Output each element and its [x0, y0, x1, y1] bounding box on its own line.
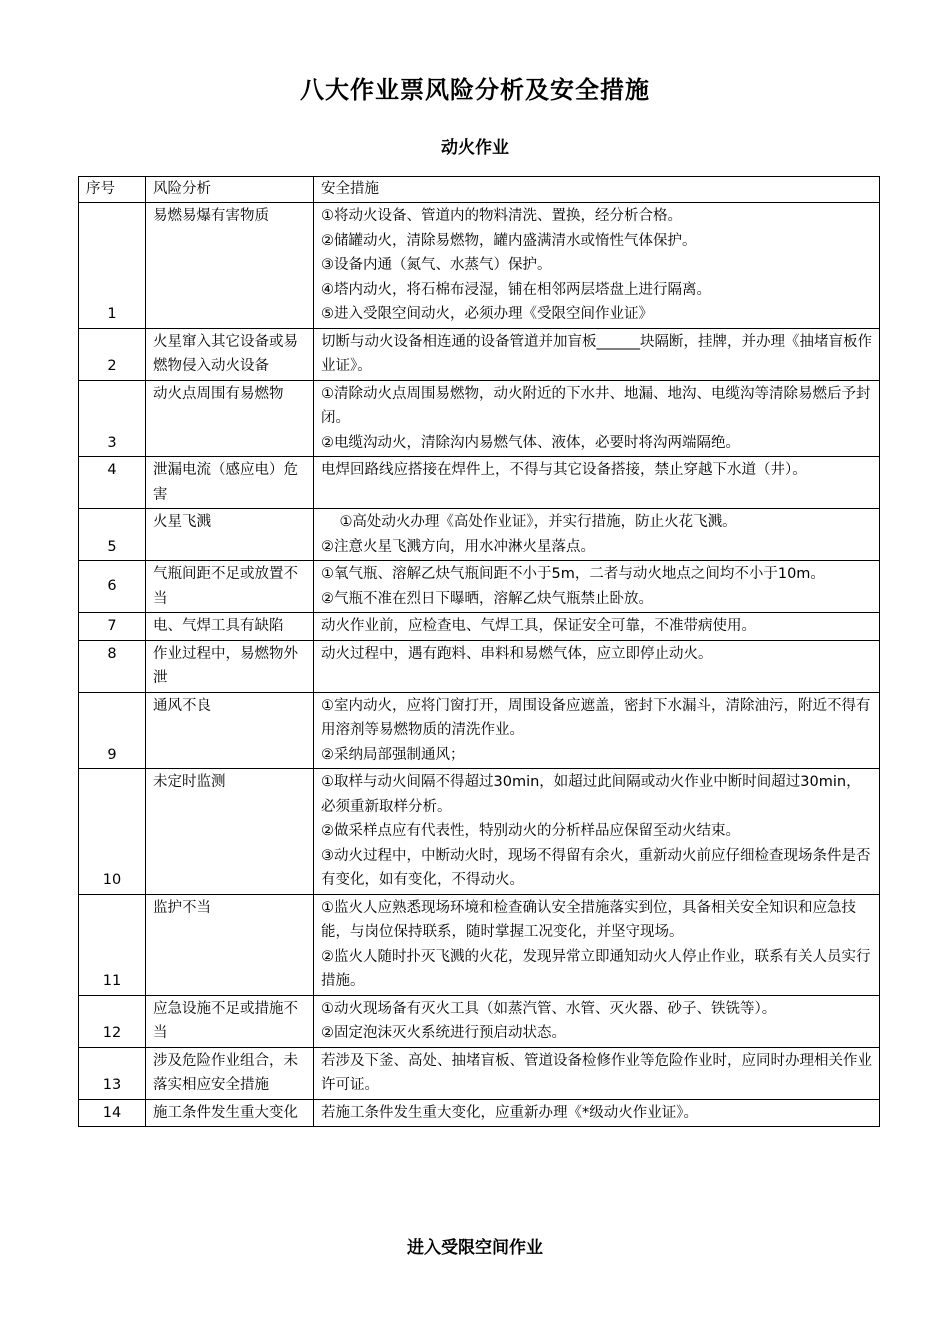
table-row [79, 1099, 880, 1127]
safety-measure-item: ①将动火设备、管道内的物料清洗、置换，经分析合格。 [321, 208, 682, 224]
risk-analysis-cell: 火星飞溅 [146, 509, 314, 561]
safety-measure-item: ②做采样点应有代表性，特别动火的分析样品应保留至动火结束。 [321, 823, 740, 839]
table-row [79, 380, 880, 457]
row-number: 11 [79, 894, 146, 995]
row-number: 1 [79, 203, 146, 329]
safety-measure-item: ①监火人应熟悉现场环境和检查确认安全措施落实到位，具备相关安全知识和应急技能，与岗位保持联系，随时掌握工况变化，并坚守现场。 [321, 899, 856, 940]
risk-table [78, 176, 880, 1127]
safety-measures-cell [314, 509, 880, 561]
safety-measures-cell [314, 380, 880, 457]
safety-measure-item: 电焊回路线应搭接在焊件上，不得与其它设备搭接，禁止穿越下水道（井）。 [321, 462, 807, 478]
safety-measure-item: 动火作业前，应检查电、气焊工具，保证安全可靠，不准带病使用。 [321, 618, 756, 634]
safety-measure-item: ④塔内动火，将石棉布浸湿，铺在相邻两层塔盘上进行隔离。 [321, 281, 711, 298]
safety-measure-item: ①动火现场备有灭火工具（如蒸汽管、水管、灭火器、砂子、铁铣等）。 [321, 1000, 777, 1017]
risk-analysis-cell: 施工条件发生重大变化 [146, 1099, 314, 1127]
safety-measure-item: ②气瓶不准在烈日下曝晒，溶解乙炔气瓶禁止卧放。 [321, 590, 653, 607]
risk-analysis-cell: 泄漏电流（感应电）危害 [146, 457, 314, 509]
section-title-hot-work: 动火作业 [441, 138, 509, 158]
safety-measure-item: ②采纳局部强制通风； [321, 746, 465, 763]
risk-analysis-cell: 作业过程中，易燃物外泄 [146, 640, 314, 692]
row-number: 3 [79, 380, 146, 457]
page-title: 八大作业票风险分析及安全措施 [300, 76, 650, 104]
section-title-confined-space: 进入受限空间作业 [407, 1238, 543, 1258]
table-row [79, 457, 880, 509]
risk-analysis-cell: 气瓶间距不足或放置不当 [146, 561, 314, 613]
risk-analysis-cell: 电、气焊工具有缺陷 [146, 613, 314, 641]
safety-measure-item: ②注意火星飞溅方向，用水冲淋火星落点。 [321, 538, 595, 555]
table-row [79, 203, 880, 329]
safety-measures-cell [314, 328, 880, 380]
safety-measures-cell [314, 640, 880, 692]
safety-measures-cell [314, 894, 880, 995]
safety-measures-cell [314, 613, 880, 641]
row-number: 14 [79, 1099, 146, 1127]
row-number: 6 [79, 561, 146, 613]
safety-measures-cell [314, 769, 880, 895]
table-row [79, 561, 880, 613]
safety-measure-item: ②储罐动火，清除易燃物，罐内盛满清水或惰性气体保护。 [321, 232, 697, 249]
safety-measures-cell [314, 203, 880, 329]
row-number: 10 [79, 769, 146, 895]
table-row [79, 769, 880, 895]
risk-analysis-cell: 易燃易爆有害物质 [146, 203, 314, 329]
safety-measure-item: 切断与动火设备相连通的设备管道并加盲板______块隔断，挂牌，并办理《抽堵盲板作业证》。 [321, 333, 872, 374]
risk-analysis-cell: 涉及危险作业组合，未落实相应安全措施 [146, 1047, 314, 1099]
risk-analysis-cell: 通风不良 [146, 692, 314, 769]
risk-analysis-cell: 未定时监测 [146, 769, 314, 895]
table-row [79, 692, 880, 769]
safety-measures-cell [314, 457, 880, 509]
safety-measure-item: ③动火过程中，中断动火时，现场不得留有余火，重新动火前应仔细检查现场条件是否有变化，如有变化，不得动火。 [321, 847, 871, 888]
table-row [79, 995, 880, 1047]
header-risk: 风险分析 [146, 177, 314, 203]
safety-measure-item: ①高处动火办理《高处作业证》，并实行措施，防止火花飞溅。 [321, 514, 737, 530]
safety-measure-item: ②固定泡沫灭火系统进行预启动状态。 [321, 1025, 566, 1041]
safety-measure-item: ⑤进入受限空间动火，必须办理《受限空间作业证》 [321, 306, 653, 322]
safety-measures-cell [314, 1099, 880, 1127]
row-number: 5 [79, 509, 146, 561]
risk-analysis-cell: 火星窜入其它设备或易燃物侵入动火设备 [146, 328, 314, 380]
row-number: 8 [79, 640, 146, 692]
safety-measure-item: ①室内动火，应将门窗打开，周围设备应遮盖，密封下水漏斗，清除油污，附近不得有用溶剂等易燃物质的清洗作业。 [321, 697, 871, 738]
safety-measures-cell [314, 995, 880, 1047]
safety-measure-item: 动火过程中，遇有跑料、串料和易燃气体，应立即停止动火。 [321, 645, 713, 662]
risk-analysis-cell: 应急设施不足或措施不当 [146, 995, 314, 1047]
row-number: 4 [79, 457, 146, 509]
row-number: 9 [79, 692, 146, 769]
table-row [79, 640, 880, 692]
header-measures: 安全措施 [314, 177, 880, 203]
row-number: 12 [79, 995, 146, 1047]
header-number: 序号 [79, 177, 146, 203]
safety-measure-item: ②电缆沟动火，清除沟内易燃气体、液体，必要时将沟两端隔绝。 [321, 434, 740, 451]
safety-measure-item: 若施工条件发生重大变化，应重新办理《*级动火作业证》。 [321, 1104, 698, 1121]
safety-measure-item: ②监火人随时扑灭飞溅的火花，发现异常立即通知动火人停止作业，联系有关人员实行措施。 [321, 948, 871, 989]
table-row [79, 613, 880, 641]
safety-measure-item: 若涉及下釜、高处、抽堵盲板、管道设备检修作业等危险作业时，应同时办理相关作业许可证。 [321, 1052, 872, 1093]
table-row [79, 509, 880, 561]
table-header-row [79, 177, 880, 203]
safety-measures-cell [314, 692, 880, 769]
risk-analysis-cell: 动火点周围有易燃物 [146, 380, 314, 457]
table-row [79, 894, 880, 995]
row-number: 2 [79, 328, 146, 380]
safety-measures-cell [314, 1047, 880, 1099]
safety-measure-item: ③设备内通（氮气、水蒸气）保护。 [321, 257, 552, 273]
row-number: 13 [79, 1047, 146, 1099]
table-row [79, 1047, 880, 1099]
safety-measure-item: ①取样与动火间隔不得超过30min，如超过此间隔或动火作业中断时间超过30min，必须重新取样分析。 [321, 774, 861, 815]
safety-measure-item: ①氧气瓶、溶解乙炔气瓶间距不小于5m，二者与动火地点之间均不小于10m。 [321, 566, 825, 582]
safety-measure-item: ①清除动火点周围易燃物，动火附近的下水井、地漏、地沟、电缆沟等清除易燃后予封闭。 [321, 385, 871, 426]
safety-measures-cell [314, 561, 880, 613]
table-row [79, 328, 880, 380]
risk-analysis-cell: 监护不当 [146, 894, 314, 995]
row-number: 7 [79, 613, 146, 641]
